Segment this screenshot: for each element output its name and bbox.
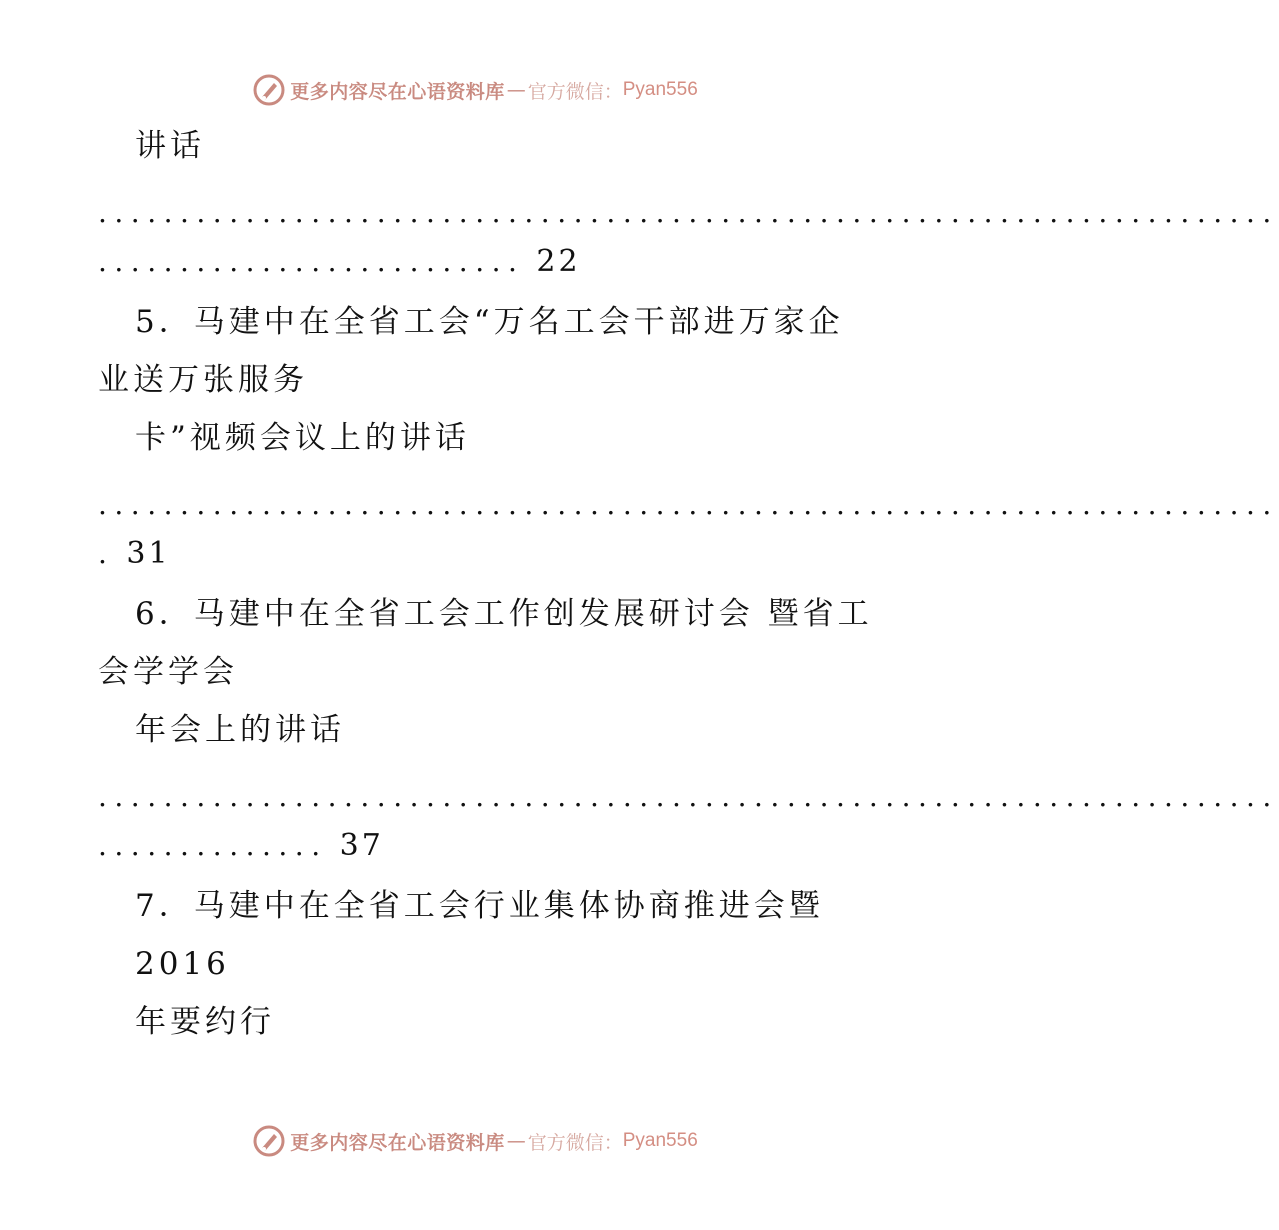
toc-entry7-line1: 7．马建中在全省工会行业集体协商推进会暨 — [135, 888, 824, 924]
watermark-dash: — — [506, 79, 526, 101]
watermark-text: 更多内容尽在心语资料库 — [290, 1131, 505, 1154]
toc-entry6-page-line — [98, 824, 384, 868]
toc-entry4-page-line — [98, 240, 581, 284]
toc-leader-dots: .............. — [98, 829, 328, 862]
toc-entry6-line3: 年会上的讲话 — [135, 712, 345, 748]
watermark-text: 更多内容尽在心语资料库 — [290, 80, 505, 103]
watermark-wechat-id: Pyan556 — [622, 79, 698, 100]
watermark-wechat-label: 官方微信： — [527, 1131, 623, 1154]
toc-entry5-line2: 业送万张服务 — [98, 362, 308, 398]
toc-leader-dots: ........................................................................ — [98, 196, 1279, 229]
pen-logo-icon — [252, 73, 286, 107]
toc-leader-dots: . — [98, 537, 115, 570]
toc-entry7-line3: 年要约行 — [135, 1004, 275, 1040]
toc-entry6-page: 37 — [339, 828, 384, 863]
toc-leader-dots: ........................................................................ — [98, 780, 1279, 813]
toc-leader-dots: .......................... — [98, 245, 525, 278]
toc-entry5-page-line — [98, 532, 171, 576]
pen-logo-icon — [252, 1124, 286, 1158]
toc-entry6-line1: 6．马建中在全省工会工作创发展研讨会 暨省工 — [135, 596, 873, 632]
watermark-dash: — — [506, 1130, 526, 1152]
toc-entry5-line3: 卡”视频会议上的讲话 — [135, 420, 470, 456]
toc-entry7-line2: 2016 — [135, 946, 230, 982]
toc-entry5-page: 31 — [126, 536, 171, 571]
watermark-banner-top — [0, 70, 950, 110]
watermark-wechat-id: Pyan556 — [622, 1130, 698, 1151]
toc-entry4-tail: 讲话 — [135, 128, 205, 164]
toc-leader-dots: ........................................................................ — [98, 488, 1279, 521]
watermark-banner-bottom — [0, 1121, 950, 1161]
toc-entry6-line2: 会学学会 — [98, 654, 238, 690]
watermark-wechat-label: 官方微信： — [527, 80, 623, 103]
toc-entry5-line1: 5．马建中在全省工会“万名工会干部进万家企 — [135, 304, 844, 340]
toc-entry4-page: 22 — [536, 244, 581, 279]
